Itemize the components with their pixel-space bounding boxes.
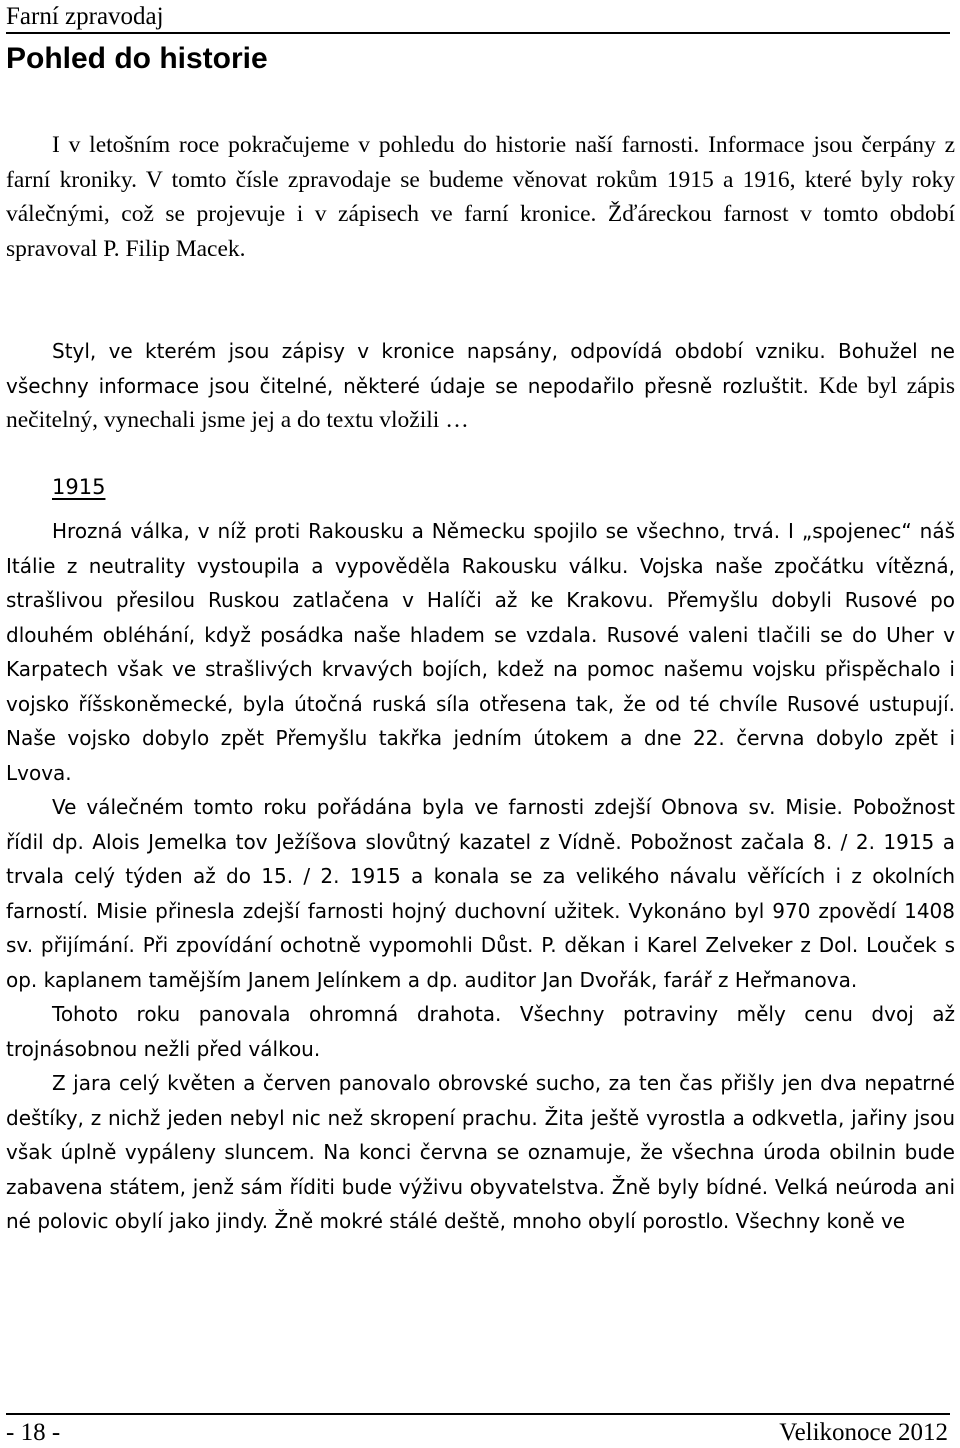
style-note-text: Styl, ve kterém jsou zápisy v kronice napsány, odpovídá období vzniku. Bohužel ne všechny informace jsou čitelné, některé údaje se nepodařilo přesně rozluštit. [6, 339, 955, 398]
chronicle-paragraph: Tohoto roku panovala ohromná drahota. Všechny potraviny měly cenu dvoj až trojnásobnou nežli před válkou. [6, 1002, 955, 1061]
year-heading: 1915 [52, 475, 106, 499]
intro-paragraph: I v letošním roce pokračujeme v pohledu do historie naší farnosti. Informace jsou čerpány z farní kroniky. V tomto čísle zpravodaje se budeme věnovat rokům 1915 a 1916, které byly roky válečnými, což se projevuje i v zápisech ve farní kronice. Žďáreckou farnost v tomto období spravoval P. Filip Macek. [6, 132, 955, 262]
chronicle-paragraph: Ve válečném tomto roku pořádána byla ve farnosti zdejší Obnova sv. Misie. Pobožnost řídil dp. Alois Jemelka tov Ježíšova slovůtný kazatel z Vídně. Pobožnost začala 8. / 2. 1915 a trvala celý týden až do 15. / 2. 1915 a konala se za velikého návalu věřících i z okolních farností. Misie přinesla zdejší farnosti hojný duchovní užitek. Vykonáno byl 970 zpovědí 1408 sv. přijímání. Při zpovídání ochotně vypomohli Důst. P. děkan i Karel Zelveker z Dol. Louček s op. kaplanem tamějším Janem Jelínkem a dp. auditor Jan Dvořák, farář z Heřmanova. [6, 795, 955, 992]
style-note-omission-text: Kde byl zápis nečitelný, vynechali jsme jej a do textu vložili … [6, 372, 956, 433]
page-number: - 18 - [6, 1419, 61, 1446]
header-divider [6, 32, 950, 34]
issue-label: Velikonoce 2012 [779, 1419, 948, 1446]
chronicle-paragraph: Z jara celý květen a červen panovalo obrovské sucho, za ten čas přišly jen dva nepatrné deštíky, z nichž jeden nebyl nic než skropení prachu. Žita ještě vyrostla a odkvetla, jařiny jsou však úplně vypáleny sluncem. Na konci června se oznamuje, že všechna úroda obilnin bude zabavena státem, jenž sám říditi bude výživu obyvatelstva. Žně byly bídné. Velká neúroda ani né polovic obylí jako jindy. Žně mokré stálé deště, mnoho obylí porostlo. Všechny koně ve [6, 1071, 955, 1233]
footer-divider [6, 1413, 950, 1415]
style-note-section [6, 334, 955, 438]
chronicle-paragraph: Hrozná válka, v níž proti Rakousku a Německu spojilo se všechno, trvá. I „spojenec“ náš Itálie z neutrality vystoupila a vypověděla Rakousku válku. Vojska naše zpočátku vítězná, strašlivou přesilou Ruskou zatlačena v Halíči až ke Krakovu. Přemyšlu dobyli Rusové po dlouhém obléhání, když posádka naše hladem se vzdala. Rusové valeni tlačili se do Uher v Karpatech však ve strašlivých krvavých bojích, kdež na pomoc našemu vojsku přispěchalo i vojsko říšskoněmecké, byla útočná ruská síla otřesena tak, že od té chvíle Rusové ustupují. Naše vojsko dobylo zpět Přemyšlu takřka jedním útokem a dne 22. června dobylo zpět i Lvova. [6, 519, 955, 785]
chronicle-section [6, 514, 955, 1239]
style-note-paragraph [6, 334, 955, 438]
intro-section [6, 128, 955, 266]
publication-name: Farní zpravodaj [6, 3, 164, 30]
article-title: Pohled do historie [6, 42, 268, 75]
